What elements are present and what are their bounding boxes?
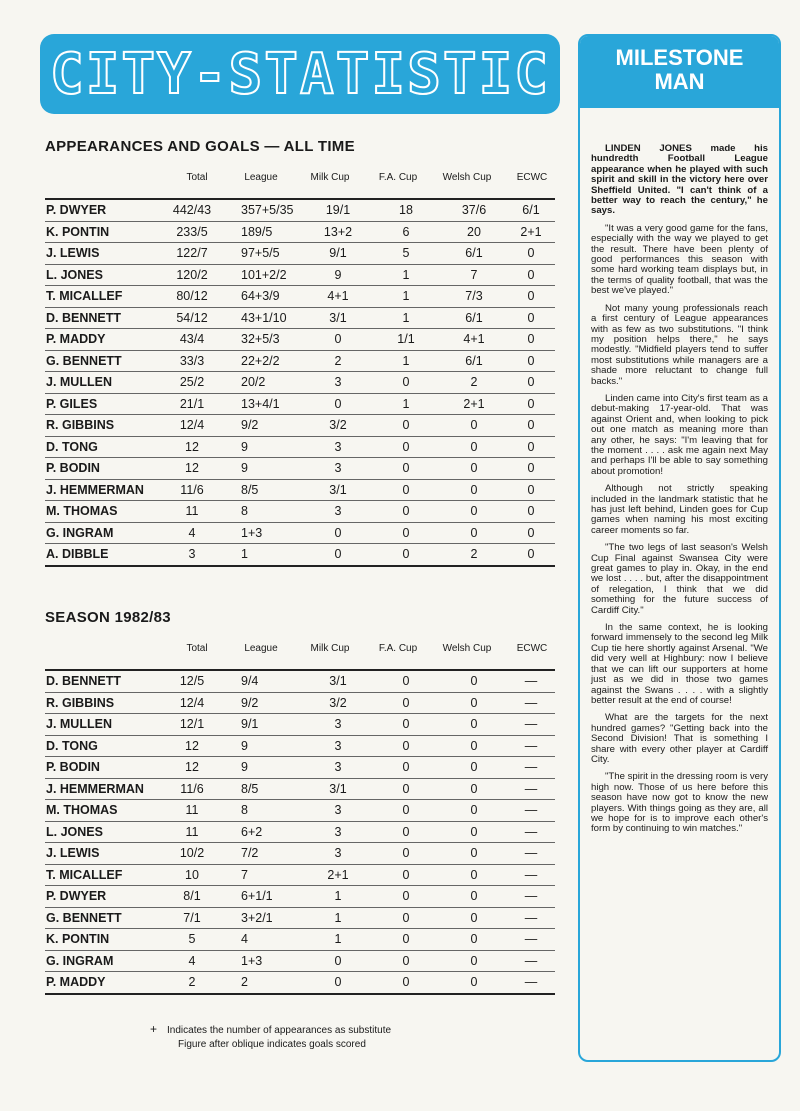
table-row [45, 886, 555, 908]
total-cell: 10/2 [157, 843, 227, 865]
column-header-welsh-cup: Welsh Cup [442, 643, 492, 654]
league-cell: 64+3/9 [227, 286, 305, 308]
total-cell: 54/12 [157, 307, 227, 329]
milk-cup-cell: 1 [305, 886, 371, 908]
league-cell: 9/2 [227, 415, 305, 437]
total-cell: 442/43 [157, 199, 227, 221]
season-section-title: SEASON 1982/83 [45, 609, 171, 626]
welsh-cup-cell: 2+1 [441, 393, 507, 415]
league-cell: 7/2 [227, 843, 305, 865]
ecwc-cell: 0 [507, 286, 555, 308]
league-cell: 9/1 [227, 714, 305, 736]
column-header-total: Total [186, 172, 208, 183]
ecwc-cell: — [507, 800, 555, 822]
player-name-cell: P. MADDY [46, 975, 106, 990]
player-name-cell: J. MULLEN [45, 714, 157, 736]
table-row [45, 522, 555, 544]
league-cell: 7 [227, 864, 305, 886]
welsh-cup-cell: 20 [441, 221, 507, 243]
total-cell: 21/1 [157, 393, 227, 415]
league-cell: 9/4 [227, 670, 305, 692]
welsh-cup-cell: 0 [441, 843, 507, 865]
table-row [45, 864, 555, 886]
welsh-cup-cell: 0 [441, 864, 507, 886]
ecwc-cell: — [507, 821, 555, 843]
table-row [45, 821, 555, 843]
welsh-cup-cell: 2 [470, 547, 478, 562]
milk-cup-cell: 3/2 [305, 415, 371, 437]
league-cell: 1+3 [227, 522, 305, 544]
footnote-text-1: Indicates the number of appearances as substitute [167, 1025, 392, 1036]
all-time-section-title: APPEARANCES AND GOALS — ALL TIME [45, 138, 355, 155]
milk-cup-cell: 0 [305, 950, 371, 972]
league-cell: 8/5 [227, 778, 305, 800]
ecwc-cell: — [507, 950, 555, 972]
milk-cup-cell: 3/1 [305, 307, 371, 329]
league-cell: 101+2/2 [227, 264, 305, 286]
article-paragraph: LINDEN JONES made his hundredth Football League appearance when he played with such spirit and skill in the victory here over Sheffield United. "I can't think of a better way to reach the century," he says. [591, 143, 768, 217]
total-cell: 4 [157, 522, 227, 544]
table-row [45, 544, 555, 566]
milk-cup-cell: 0 [305, 522, 371, 544]
league-cell: 13+4/1 [227, 393, 305, 415]
milk-cup-cell: 3/2 [305, 692, 371, 714]
table-row [45, 264, 555, 286]
milk-cup-cell: 3 [305, 757, 371, 779]
all-time-table [45, 198, 555, 567]
welsh-cup-cell: 0 [441, 821, 507, 843]
player-name-cell: L. JONES [45, 821, 157, 843]
welsh-cup-cell: 0 [441, 670, 507, 692]
ecwc-cell: 0 [507, 307, 555, 329]
welsh-cup-cell: 0 [441, 757, 507, 779]
milk-cup-cell: 3 [305, 800, 371, 822]
total-cell: 10 [157, 864, 227, 886]
milk-cup-cell: 2+1 [305, 864, 371, 886]
fa-cup-cell: 0 [371, 864, 441, 886]
league-cell: 9 [227, 458, 305, 480]
table-row [45, 972, 555, 994]
welsh-cup-cell: 0 [441, 501, 507, 523]
fa-cup-cell: 1 [371, 350, 441, 372]
league-cell: 9 [227, 735, 305, 757]
total-cell: 2 [188, 975, 196, 990]
player-name-cell: J. HEMMERMAN [45, 479, 157, 501]
total-cell: 7/1 [157, 907, 227, 929]
league-cell: 6+2 [227, 821, 305, 843]
welsh-cup-cell: 0 [441, 778, 507, 800]
ecwc-cell: 0 [507, 479, 555, 501]
player-name-cell: J. LEWIS [45, 243, 157, 265]
fa-cup-cell: 1 [371, 286, 441, 308]
total-cell: 12/4 [157, 415, 227, 437]
table-row [45, 843, 555, 865]
fa-cup-cell: 5 [371, 243, 441, 265]
ecwc-cell: — [507, 714, 555, 736]
total-cell: 12/4 [157, 692, 227, 714]
ecwc-cell: 0 [527, 547, 535, 562]
column-header-milk-cup: Milk Cup [310, 643, 350, 654]
table-row [45, 800, 555, 822]
ecwc-cell: 0 [507, 264, 555, 286]
player-name-cell: A. DIBBLE [46, 547, 109, 562]
article-paragraph: Linden came into City's first team as a debut-making 17-year-old. That was against Orient and, when looking to pick out one match as meaning more than any other, he says: "I'm leaving that for the moment . . . . ask me again next May and perhaps I'll be able to say something about promotion! [591, 392, 768, 477]
league-cell: 8/5 [227, 479, 305, 501]
total-cell: 233/5 [157, 221, 227, 243]
table-row [45, 735, 555, 757]
league-cell: 8 [227, 800, 305, 822]
ecwc-cell: 0 [507, 522, 555, 544]
table-row [45, 757, 555, 779]
footnote [150, 1022, 391, 1052]
player-name-cell: G. BENNETT [45, 350, 157, 372]
league-cell: 1+3 [227, 950, 305, 972]
fa-cup-cell: 0 [371, 415, 441, 437]
banner-title: CITY-STATISTIC [49, 42, 550, 107]
table-row [45, 501, 555, 523]
milk-cup-cell: 3 [305, 372, 371, 394]
ecwc-cell: — [507, 778, 555, 800]
welsh-cup-cell: 37/6 [441, 199, 507, 221]
milk-cup-cell: 9/1 [305, 243, 371, 265]
ecwc-cell: — [507, 670, 555, 692]
welsh-cup-cell: 4+1 [441, 329, 507, 351]
table-row [45, 307, 555, 329]
table-row [45, 199, 555, 221]
welsh-cup-cell: 0 [441, 714, 507, 736]
total-cell: 12 [157, 436, 227, 458]
player-name-cell: J. MULLEN [45, 372, 157, 394]
league-cell: 357+5/35 [227, 199, 305, 221]
league-cell: 20/2 [227, 372, 305, 394]
welsh-cup-cell: 6/1 [441, 243, 507, 265]
milk-cup-cell: 3 [305, 436, 371, 458]
column-header-ecwc: ECWC [516, 643, 548, 654]
milk-cup-cell: 3 [305, 501, 371, 523]
ecwc-cell: — [507, 886, 555, 908]
total-cell: 4 [157, 950, 227, 972]
article-paragraph: "It was a very good game for the fans, especially with the way we played to get the result. There have been plenty of good performances this season with some hard working team displays but, in the terms of quality football, that was the best we've played." [591, 222, 768, 297]
milestone-sidebar [578, 34, 781, 1062]
ecwc-cell: — [507, 735, 555, 757]
table-row [45, 415, 555, 437]
ecwc-cell: 0 [507, 372, 555, 394]
fa-cup-cell: 1 [371, 264, 441, 286]
fa-cup-cell: 0 [371, 950, 441, 972]
column-header-welsh-cup: Welsh Cup [442, 172, 492, 183]
fa-cup-cell: 0 [371, 714, 441, 736]
ecwc-cell: 0 [507, 415, 555, 437]
player-name-cell: M. THOMAS [45, 501, 157, 523]
table-row [45, 714, 555, 736]
milk-cup-cell: 3/1 [305, 778, 371, 800]
ecwc-cell: — [507, 864, 555, 886]
table-row [45, 286, 555, 308]
total-cell: 12/5 [157, 670, 227, 692]
season-table [45, 669, 555, 995]
welsh-cup-cell: 0 [441, 950, 507, 972]
article-paragraph: Not many young professionals reach a first century of League appearances with as few as two substitutions. "I think my position helps there," he says modestly. "Midfield players tend to suffer most substitutions while managers are a shade more reluctant to change full backs." [591, 302, 768, 387]
league-cell: 9 [227, 757, 305, 779]
league-cell: 189/5 [227, 221, 305, 243]
fa-cup-cell: 0 [371, 735, 441, 757]
table-row [45, 243, 555, 265]
welsh-cup-cell: 0 [441, 479, 507, 501]
fa-cup-cell: 1/1 [371, 329, 441, 351]
welsh-cup-cell: 0 [441, 436, 507, 458]
welsh-cup-cell: 7/3 [441, 286, 507, 308]
fa-cup-cell: 0 [371, 821, 441, 843]
milk-cup-cell: 2 [305, 350, 371, 372]
milk-cup-cell: 0 [305, 393, 371, 415]
player-name-cell: K. PONTIN [45, 929, 157, 951]
sidebar-title-line-2: MAN [654, 69, 705, 94]
total-cell: 11 [157, 821, 227, 843]
fa-cup-cell: 0 [371, 929, 441, 951]
milk-cup-cell: 1 [305, 929, 371, 951]
fa-cup-cell: 0 [371, 372, 441, 394]
league-cell: 9 [227, 436, 305, 458]
league-cell: 2 [241, 975, 248, 990]
column-header-league: League [244, 643, 278, 654]
league-cell: 6+1/1 [227, 886, 305, 908]
milk-cup-cell: 0 [334, 547, 342, 562]
sidebar-title-line-1: MILESTONE [615, 45, 744, 70]
player-name-cell: P. GILES [45, 393, 157, 415]
league-cell: 97+5/5 [227, 243, 305, 265]
total-cell: 11/6 [157, 479, 227, 501]
fa-cup-cell: 0 [371, 501, 441, 523]
total-cell: 12/1 [157, 714, 227, 736]
table-row [45, 692, 555, 714]
league-cell: 43+1/10 [227, 307, 305, 329]
milk-cup-cell: 19/1 [305, 199, 371, 221]
ecwc-cell: 0 [507, 458, 555, 480]
total-cell: 12 [157, 735, 227, 757]
fa-cup-cell: 0 [371, 479, 441, 501]
total-cell: 11 [157, 501, 227, 523]
fa-cup-cell: 0 [371, 778, 441, 800]
table-row [45, 393, 555, 415]
player-name-cell: R. GIBBINS [45, 415, 157, 437]
welsh-cup-cell: 0 [441, 929, 507, 951]
player-name-cell: P. DWYER [45, 199, 157, 221]
sidebar-header [580, 36, 779, 108]
ecwc-cell: 0 [507, 501, 555, 523]
total-cell: 33/3 [157, 350, 227, 372]
player-name-cell: J. LEWIS [45, 843, 157, 865]
league-cell: 3+2/1 [227, 907, 305, 929]
milk-cup-cell: 3 [305, 714, 371, 736]
ecwc-cell: 0 [507, 350, 555, 372]
column-header-total: Total [186, 643, 208, 654]
milk-cup-cell: 3 [305, 843, 371, 865]
total-cell: 25/2 [157, 372, 227, 394]
player-name-cell: J. HEMMERMAN [45, 778, 157, 800]
fa-cup-cell: 0 [371, 886, 441, 908]
column-header-milk-cup: Milk Cup [310, 172, 350, 183]
fa-cup-cell: 0 [402, 547, 410, 562]
player-name-cell: P. BODIN [45, 757, 157, 779]
fa-cup-cell: 0 [371, 522, 441, 544]
article-paragraph: In the same context, he is looking forward immensely to the second leg Milk Cup tie here shortly against Arsenal. "We did very well at Highbury: now I believe that we can lift our supporters at home just as we did in those two games against the Swans . . . . with a slightly better result at the end of course! [591, 622, 768, 706]
league-cell: 1 [241, 547, 248, 562]
milk-cup-cell: 0 [305, 329, 371, 351]
table-row [45, 221, 555, 243]
fa-cup-cell: 0 [371, 907, 441, 929]
all-time-column-headers [45, 172, 555, 192]
footnote-line-goals: Figure after oblique indicates goals scored [178, 1039, 366, 1050]
milk-cup-cell: 9 [305, 264, 371, 286]
league-cell: 4 [227, 929, 305, 951]
milk-cup-cell: 3/1 [305, 479, 371, 501]
welsh-cup-cell: 6/1 [441, 350, 507, 372]
total-cell: 122/7 [157, 243, 227, 265]
total-cell: 11/6 [157, 778, 227, 800]
total-cell: 43/4 [157, 329, 227, 351]
fa-cup-cell: 1 [371, 307, 441, 329]
league-cell: 22+2/2 [227, 350, 305, 372]
milk-cup-cell: 0 [334, 975, 342, 990]
fa-cup-cell: 0 [371, 843, 441, 865]
table-row [45, 929, 555, 951]
fa-cup-cell: 0 [371, 670, 441, 692]
player-name-cell: P. BODIN [45, 458, 157, 480]
table-row [45, 329, 555, 351]
welsh-cup-cell: 7 [441, 264, 507, 286]
table-row [45, 479, 555, 501]
player-name-cell: D. TONG [45, 735, 157, 757]
column-header-ecwc: ECWC [516, 172, 548, 183]
table-row [45, 950, 555, 972]
player-name-cell: R. GIBBINS [45, 692, 157, 714]
article-paragraph: What are the targets for the next hundred games? "Getting back into the Second Division! That is something I share with every other player at Cardiff City. [591, 712, 768, 765]
player-name-cell: G. INGRAM [45, 522, 157, 544]
player-name-cell: G. INGRAM [45, 950, 157, 972]
sidebar-article [580, 108, 779, 835]
table-row [45, 372, 555, 394]
player-name-cell: P. DWYER [45, 886, 157, 908]
fa-cup-cell: 0 [402, 975, 410, 990]
total-cell: 8/1 [157, 886, 227, 908]
fa-cup-cell: 0 [371, 800, 441, 822]
player-name-cell: T. MICALLEF [45, 864, 157, 886]
ecwc-cell: — [524, 975, 538, 990]
player-name-cell: L. JONES [45, 264, 157, 286]
table-row [45, 350, 555, 372]
ecwc-cell: — [507, 692, 555, 714]
welsh-cup-cell: 0 [441, 800, 507, 822]
column-header-fa-cup: F.A. Cup [378, 643, 418, 654]
title-banner [40, 34, 560, 114]
milk-cup-cell: 13+2 [305, 221, 371, 243]
season-column-headers [45, 643, 555, 663]
player-name-cell: M. THOMAS [45, 800, 157, 822]
ecwc-cell: 0 [507, 243, 555, 265]
ecwc-cell: — [507, 843, 555, 865]
fa-cup-cell: 18 [371, 199, 441, 221]
milk-cup-cell: 1 [305, 907, 371, 929]
table-row [45, 778, 555, 800]
total-cell: 12 [157, 458, 227, 480]
fa-cup-cell: 6 [371, 221, 441, 243]
welsh-cup-cell: 0 [470, 975, 478, 990]
welsh-cup-cell: 0 [441, 907, 507, 929]
player-name-cell: G. BENNETT [45, 907, 157, 929]
player-name-cell: T. MICALLEF [45, 286, 157, 308]
total-cell: 3 [188, 547, 196, 562]
player-name-cell: D. BENNETT [45, 307, 157, 329]
milk-cup-cell: 3 [305, 735, 371, 757]
league-cell: 9/2 [227, 692, 305, 714]
welsh-cup-cell: 0 [441, 692, 507, 714]
ecwc-cell: — [507, 929, 555, 951]
table-row [45, 436, 555, 458]
total-cell: 5 [157, 929, 227, 951]
welsh-cup-cell: 0 [441, 735, 507, 757]
fa-cup-cell: 0 [371, 757, 441, 779]
fa-cup-cell: 0 [371, 692, 441, 714]
table-row [45, 907, 555, 929]
article-paragraph: Although not strictly speaking included in the landmark statistic that he has just left behind, Linden goes for Cup games when naming his most exciting career moments so far. [591, 483, 768, 536]
milk-cup-cell: 3/1 [305, 670, 371, 692]
total-cell: 12 [157, 757, 227, 779]
fa-cup-cell: 0 [371, 458, 441, 480]
welsh-cup-cell: 6/1 [441, 307, 507, 329]
milk-cup-cell: 4+1 [305, 286, 371, 308]
player-name-cell: P. MADDY [45, 329, 157, 351]
plus-symbol: + [150, 1022, 158, 1036]
column-header-league: League [244, 172, 278, 183]
ecwc-cell: — [507, 757, 555, 779]
milk-cup-cell: 3 [305, 821, 371, 843]
table-row [45, 458, 555, 480]
table-row [45, 670, 555, 692]
league-cell: 8 [227, 501, 305, 523]
ecwc-cell: 0 [507, 436, 555, 458]
welsh-cup-cell: 0 [441, 522, 507, 544]
article-paragraph: "The two legs of last season's Welsh Cup Final against Swansea City were great games to play in. Okay, in the end we lost . . . . but, after the disappointment of relegation, I think that we did something for the future success of Cardiff City." [591, 542, 768, 616]
player-name-cell: D. TONG [45, 436, 157, 458]
player-name-cell: K. PONTIN [45, 221, 157, 243]
total-cell: 11 [157, 800, 227, 822]
article-paragraph: "The spirit in the dressing room is very high now. Those of us here before this season have now got to know the new players. With things going as they are, all we hope for is to improve each other's form by continuing to win matches." [591, 771, 768, 835]
league-cell: 32+5/3 [227, 329, 305, 351]
footnote-line-substitute [150, 1022, 391, 1038]
welsh-cup-cell: 2 [441, 372, 507, 394]
welsh-cup-cell: 0 [441, 415, 507, 437]
total-cell: 80/12 [157, 286, 227, 308]
ecwc-cell: 0 [507, 329, 555, 351]
welsh-cup-cell: 0 [441, 458, 507, 480]
ecwc-cell: 2+1 [507, 221, 555, 243]
ecwc-cell: 6/1 [507, 199, 555, 221]
column-header-fa-cup: F.A. Cup [378, 172, 418, 183]
fa-cup-cell: 1 [371, 393, 441, 415]
player-name-cell: D. BENNETT [45, 670, 157, 692]
fa-cup-cell: 0 [371, 436, 441, 458]
milk-cup-cell: 3 [305, 458, 371, 480]
welsh-cup-cell: 0 [441, 886, 507, 908]
ecwc-cell: — [507, 907, 555, 929]
total-cell: 120/2 [157, 264, 227, 286]
ecwc-cell: 0 [507, 393, 555, 415]
